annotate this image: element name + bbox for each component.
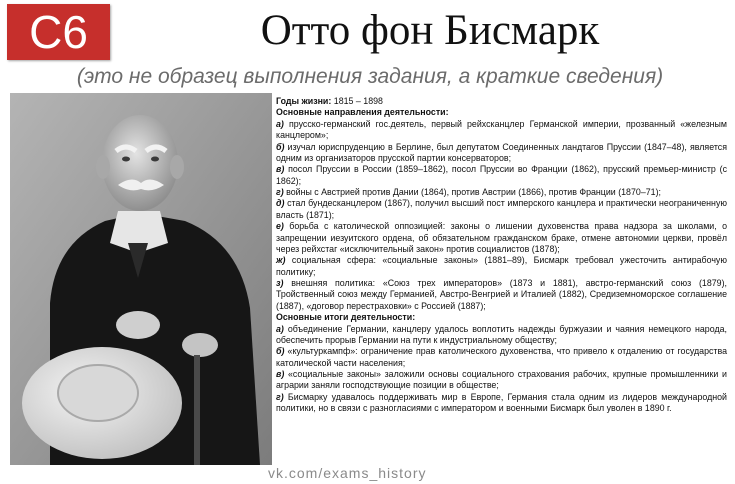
page-subtitle: (это не образец выполнения задания, а краткие сведения) (76, 65, 664, 88)
portrait-illustration (10, 93, 272, 465)
direction-item: г) войны с Австрией против Дании (1864), против Австрии (1866), против Франции (1870–71); (276, 187, 661, 197)
direction-item: в) посол Пруссии в России (1859–1862), посол Пруссии во Франции (1862), прусский премьер-министр (с 1862); (276, 164, 727, 186)
section-badge: С6 (7, 4, 110, 60)
portrait-photo (10, 93, 272, 465)
life-years-value: 1815 – 1898 (331, 96, 383, 106)
result-item: а) объединение Германии, канцлеру удалось воплотить надежды буржуазии и чаяния немецкого народа, обеспечить прорыв Германии на пути к индустриальному обществу; (276, 323, 727, 345)
direction-item: д) стал бундесканцлером (1867), получил высший пост имперского канцлера и практически неограниченную власть (1871); (276, 198, 727, 220)
life-years-label: Годы жизни: (276, 96, 332, 106)
biography-text (276, 96, 727, 415)
direction-item: з) внешняя политика: «Союз трех императоров» (1873 и 1881), австро-германский союз (1879), Тройственный союз между Германией, Австро-Венгрией и Италией (1882), Средиземноморское соглашение (1887), «договор перестраховки» с Россией (1887); (276, 278, 727, 311)
direction-item: а) прусско-германский гос.деятель, первый рейхсканцлер Германской империи, прозванный «железным канцлером»; (276, 118, 727, 141)
direction-item: б) изучал юриспруденцию в Берлине, был депутатом Соединенных ландтагов Пруссии (1847–48), является одним из организаторов прусской партии консерваторов; (276, 141, 727, 163)
direction-item: е) борьба с католической оппозицией: законы о лишении духовенства права надзора за школами, о запрещении иезуитского ордена, об обязательном гражданском браке, отмене автономии церкви, провёл через рейхстаг «исключительный закон» против социалистов (1878); (276, 221, 727, 254)
directions-heading: Основные направления деятельности: (276, 107, 449, 118)
result-item: г) Бисмарку удавалось поддерживать мир в Европе, Германия стала одним из лидеров международной политики, но в связи с разногласиями с императором и военными Бисмарк был уволен в 1890 г. (276, 391, 727, 414)
source-watermark: vk.com/exams_history (268, 465, 427, 481)
results-heading: Основные итоги деятельности: (276, 312, 416, 323)
result-item: в) «социальные законы» заложили основы социального страхования рабочих, крупные промышленники и аграрии заняли господствующие позиции в обществе; (276, 369, 727, 391)
page-title: Отто фон Бисмарк (260, 7, 600, 54)
result-item: б) «культуркампф»: ограничение прав католического духовенства, что привело к отдалению от государства католической части населения; (276, 346, 727, 368)
life-years (276, 96, 727, 107)
direction-item: ж) социальная сфера: «социальные законы» (1881–89), Бисмарк требовал ужесточить антирабочую политику; (276, 255, 727, 277)
